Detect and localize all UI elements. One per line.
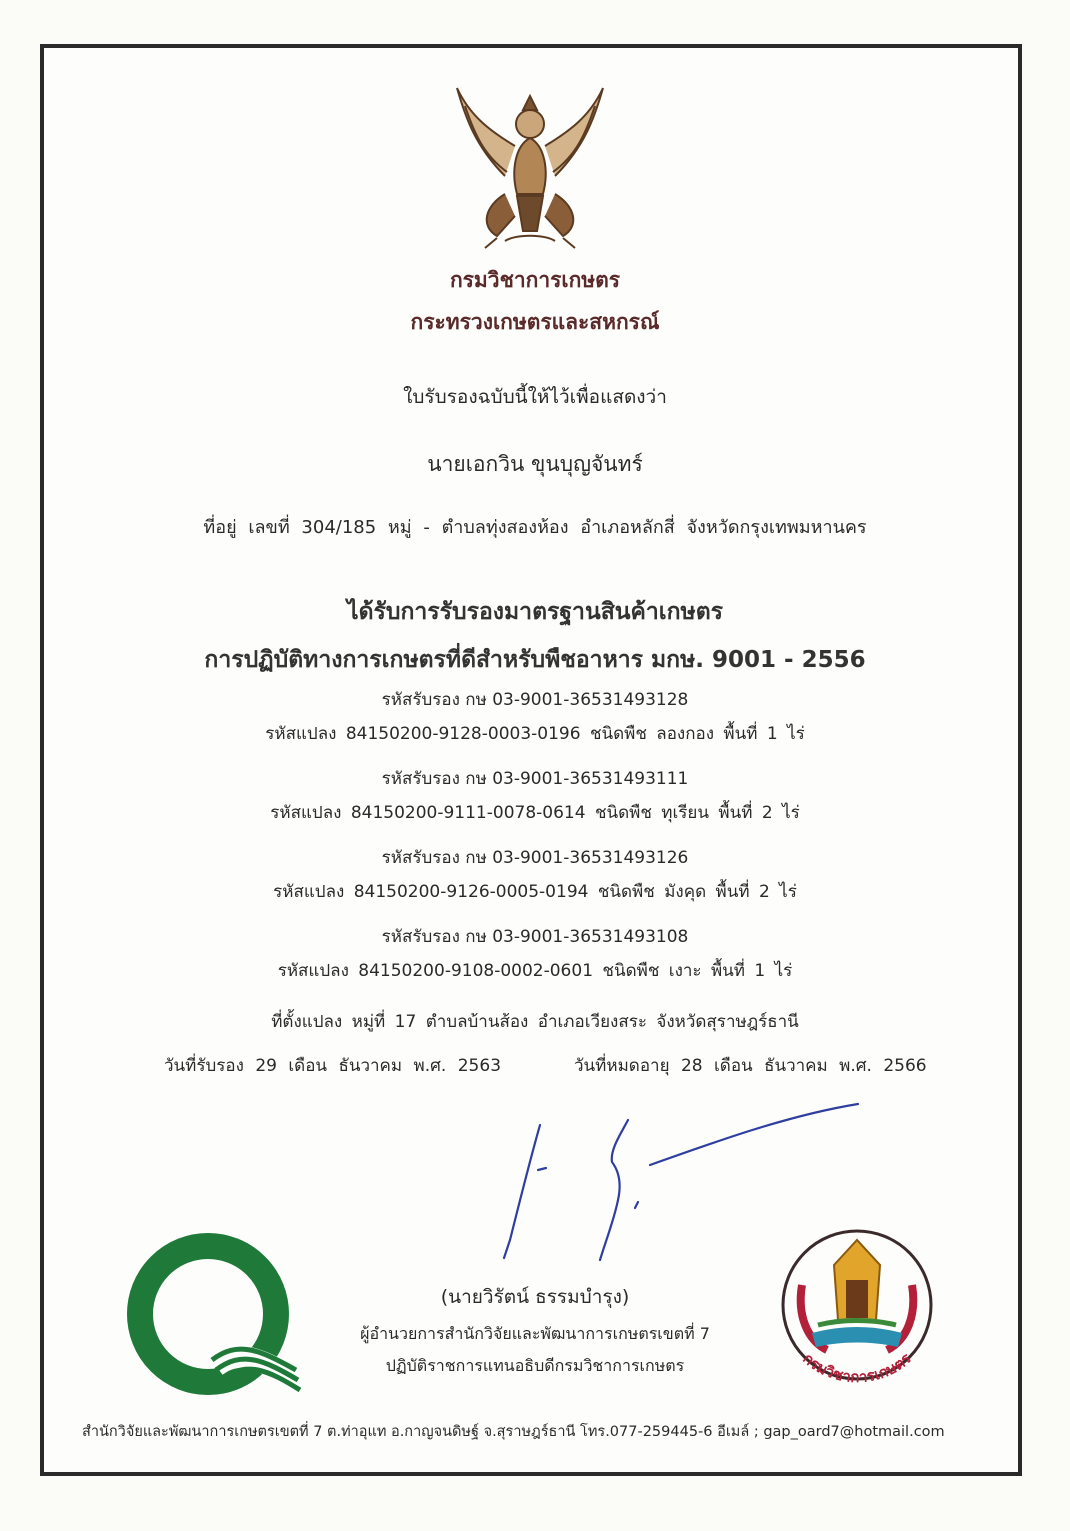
expiry-date: วันที่หมดอายุ 28 เดือน ธันวาคม พ.ศ. 2566	[574, 1056, 927, 1076]
garuda-emblem-icon	[445, 76, 615, 254]
recipient-address: ที่อยู่ เลขที่ 304/185 หมู่ - ตำบลทุ่งสองห้อง อำเภอหลักสี่ จังหวัดกรุงเทพมหานคร	[203, 517, 867, 538]
plot-4-cert-code: รหัสรับรอง กษ 03-9001-36531493108	[381, 927, 689, 947]
signatory-name: (นายวิรัตน์ ธรรมบำรุง)	[440, 1286, 630, 1308]
seal-caption	[772, 1225, 942, 1400]
issue-date: วันที่รับรอง 29 เดือน ธันวาคม พ.ศ. 2563	[164, 1056, 502, 1076]
q-mark-logo-icon	[120, 1228, 310, 1403]
plot-2-details: รหัสแปลง 84150200-9111-0078-0614 ชนิดพืช ทุเรียน พื้นที่ 2 ไร่	[270, 803, 800, 823]
plot-2-cert-code: รหัสรับรอง กษ 03-9001-36531493111	[381, 769, 689, 789]
signatory-acting: ปฏิบัติราชการแทนอธิบดีกรมวิชาการเกษตร	[385, 1356, 685, 1375]
plot-3-cert-code: รหัสรับรอง กษ 03-9001-36531493126	[381, 848, 689, 868]
plot-1-details: รหัสแปลง 84150200-9128-0003-0196 ชนิดพืช ลองกอง พื้นที่ 1 ไร่	[265, 724, 805, 744]
plot-location: ที่ตั้งแปลง หมู่ที่ 17 ตำบลบ้านส้อง อำเภอเวียงสระ จังหวัดสุราษฎร์ธานี	[271, 1012, 799, 1032]
recipient-name: นายเอกวิน ขุนบุญจันทร์	[427, 452, 643, 476]
certification-standard: การปฏิบัติทางการเกษตรที่ดีสำหรับพืชอาหาร มกษ. 9001 - 2556	[204, 647, 866, 673]
footer-contact: สำนักวิจัยและพัฒนาการเกษตรเขตที่ 7 ต.ท่าอุแท อ.กาญจนดิษฐ์ จ.สุราษฎร์ธานี โทร.077-259445-6 อีเมล์ ; gap_oard7@hotmail.com	[82, 1424, 945, 1440]
svg-text:กรมวิชาการเกษตร: กรมวิชาการเกษตร	[799, 1349, 915, 1387]
certificate-intro: ใบรับรองฉบับนี้ให้ไว้เพื่อแสดงว่า	[403, 386, 667, 408]
department-name: กรมวิชาการเกษตร	[449, 268, 621, 292]
plot-1-cert-code: รหัสรับรอง กษ 03-9001-36531493128	[381, 690, 689, 710]
plot-4-details: รหัสแปลง 84150200-9108-0002-0601 ชนิดพืช เงาะ พื้นที่ 1 ไร่	[277, 961, 793, 981]
certification-title: ได้รับการรับรองมาตรฐานสินค้าเกษตร	[347, 599, 723, 625]
plot-3-details: รหัสแปลง 84150200-9126-0005-0194 ชนิดพืช มังคุด พื้นที่ 2 ไร่	[273, 882, 797, 902]
ministry-name: กระทรวงเกษตรและสหกรณ์	[410, 310, 660, 334]
signatory-position: ผู้อำนวยการสำนักวิจัยและพัฒนาการเกษตรเขตที่ 7	[360, 1324, 710, 1343]
